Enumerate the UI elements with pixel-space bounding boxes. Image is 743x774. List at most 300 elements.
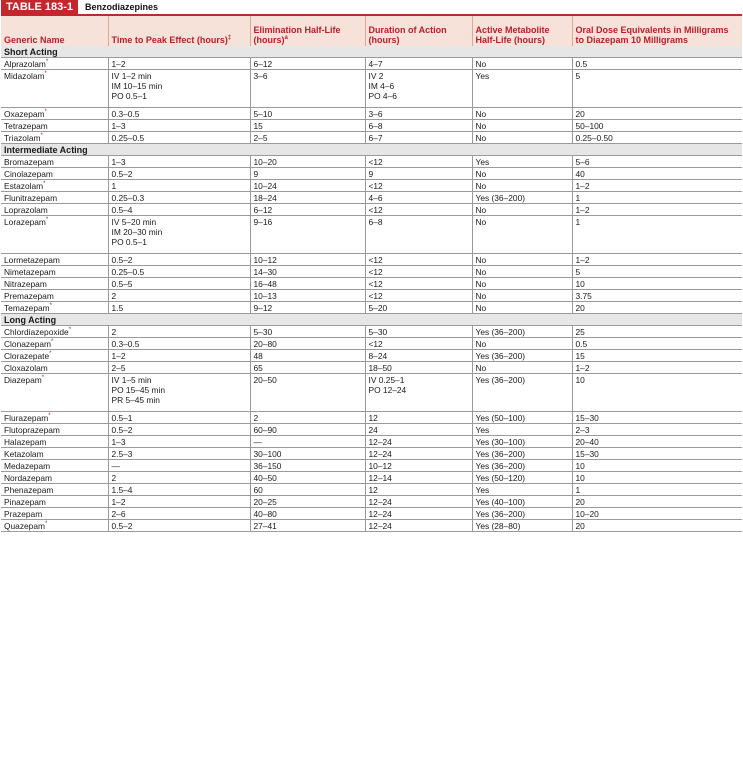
peak-time-cell	[108, 484, 250, 496]
drug-name-cell	[1, 108, 108, 120]
header-elimination-half-life: Elimination Half-Life (hours)$^a$	[250, 16, 365, 46]
peak-time-cell-line: 1–2	[111, 497, 126, 507]
table-caption: Benzodiazepines	[85, 2, 159, 12]
table-row	[1, 302, 742, 314]
dose-equivalent-cell: 1–2	[572, 254, 742, 266]
peak-time-cell	[108, 520, 250, 532]
duration-cell-line: 12–24	[368, 521, 392, 531]
peak-time-cell	[108, 254, 250, 266]
dose-equivalent-cell: 5	[572, 70, 742, 108]
drug-name-cell	[1, 338, 108, 350]
drug-name-cell	[1, 266, 108, 278]
peak-time-cell-line: 2	[111, 291, 117, 301]
dose-equivalent-cell: 15–30	[572, 448, 742, 460]
table-row	[1, 350, 742, 362]
duration-cell-line: 3–6	[368, 109, 383, 119]
drug-name: Cinolazepam	[4, 169, 53, 179]
peak-time-cell-line: IV 1–2 min	[111, 71, 152, 81]
peak-time-cell-line: IV 1–5 min	[111, 375, 152, 385]
drug-name: Cloxazolam	[4, 363, 48, 373]
drug-name: Estazolam	[4, 181, 44, 191]
peak-time-cell-line: 1–3	[111, 157, 126, 167]
table-row	[1, 120, 742, 132]
duration-cell-line: 8–24	[368, 351, 388, 361]
peak-time-cell-line: PO 0.5–1	[111, 91, 147, 101]
dose-equivalent-cell: 0.25–0.50	[572, 132, 742, 144]
peak-time-cell-line: 2	[111, 473, 117, 483]
dose-equivalent-cell: 0.5	[572, 338, 742, 350]
peak-time-cell-line: 0.25–0.5	[111, 133, 145, 143]
active-metabolite-cell: Yes (30–100)	[472, 436, 572, 448]
duration-cell-line: 18–50	[368, 363, 392, 373]
half-life-cell	[250, 180, 365, 192]
duration-cell	[365, 204, 472, 216]
header-oral-dose-equivalents: Oral Dose Equivalents in Milligrams to Diazepam 10 Milligrams	[572, 16, 742, 46]
drug-name: Nimetazepam	[4, 267, 56, 277]
table-row	[1, 484, 742, 496]
table-row	[1, 460, 742, 472]
half-life-cell	[250, 120, 365, 132]
peak-time-cell	[108, 350, 250, 362]
table-row	[1, 70, 742, 108]
peak-time-cell-line: 0.3–0.5	[111, 339, 140, 349]
peak-time-cell	[108, 448, 250, 460]
half-life-cell	[250, 168, 365, 180]
duration-cell-line: <12	[368, 279, 383, 289]
half-life-cell-line: 10–12	[253, 255, 277, 265]
drug-name-cell	[1, 302, 108, 314]
peak-time-cell-line: 0.5–2	[111, 169, 133, 179]
peak-time-cell	[108, 338, 250, 350]
footnote-mark: *	[49, 351, 52, 358]
duration-cell	[365, 132, 472, 144]
table-row	[1, 374, 742, 412]
peak-time-cell-line: 0.25–0.3	[111, 193, 145, 203]
duration-cell	[365, 326, 472, 338]
drug-name-cell	[1, 204, 108, 216]
peak-time-cell	[108, 326, 250, 338]
drug-name-cell	[1, 436, 108, 448]
dose-equivalent-cell: 5–6	[572, 156, 742, 168]
half-life-cell-line: 9–16	[253, 217, 273, 227]
dose-equivalent-cell: 20	[572, 108, 742, 120]
half-life-cell	[250, 508, 365, 520]
active-metabolite-cell: Yes	[472, 70, 572, 108]
half-life-cell-line: 20–80	[253, 339, 277, 349]
drug-name: Lormetazepam	[4, 255, 60, 265]
drug-name: Halazepam	[4, 437, 47, 447]
peak-time-cell-line: 1–3	[111, 121, 126, 131]
duration-cell-line: <12	[368, 267, 383, 277]
peak-time-cell-line: 2–5	[111, 363, 126, 373]
peak-time-cell-line: 1–3	[111, 437, 126, 447]
footnote-mark: *	[68, 327, 72, 334]
peak-time-cell-line: 0.25–0.5	[111, 267, 145, 277]
table-row	[1, 326, 742, 338]
dose-equivalent-cell: 3.75	[572, 290, 742, 302]
duration-cell	[365, 508, 472, 520]
duration-cell	[365, 484, 472, 496]
table-row	[1, 216, 742, 254]
footnote-mark: *	[41, 375, 45, 382]
dose-equivalent-cell: 20	[572, 520, 742, 532]
half-life-cell-line: 15	[253, 121, 263, 131]
dose-equivalent-cell: 1–2	[572, 204, 742, 216]
drug-name-cell	[1, 362, 108, 374]
dose-equivalent-cell: 1	[572, 484, 742, 496]
active-metabolite-cell: Yes (36–200)	[472, 192, 572, 204]
drug-name-cell	[1, 156, 108, 168]
duration-cell	[365, 254, 472, 266]
duration-cell-line: 12–14	[368, 473, 392, 483]
dose-equivalent-cell: 10	[572, 278, 742, 290]
half-life-cell	[250, 290, 365, 302]
active-metabolite-cell: Yes (36–200)	[472, 448, 572, 460]
peak-time-cell-line: 0.5–4	[111, 205, 133, 215]
peak-time-cell	[108, 70, 250, 108]
duration-cell-line: 12–24	[368, 509, 392, 519]
drug-name-cell	[1, 520, 108, 532]
peak-time-cell	[108, 424, 250, 436]
table-row	[1, 496, 742, 508]
half-life-cell-line: 14–30	[253, 267, 277, 277]
half-life-cell-line: 2–5	[253, 133, 268, 143]
half-life-cell	[250, 326, 365, 338]
half-life-cell	[250, 374, 365, 412]
duration-cell	[365, 192, 472, 204]
footnote-mark: *	[45, 217, 49, 224]
drug-name-cell	[1, 278, 108, 290]
group-row	[1, 314, 742, 326]
duration-cell-line: 12–24	[368, 449, 392, 459]
half-life-cell-line: 48	[253, 351, 263, 361]
half-life-cell-line: —	[253, 437, 262, 447]
footnote-mark: *	[45, 59, 49, 66]
drug-name-cell	[1, 192, 108, 204]
dose-equivalent-cell: 25	[572, 326, 742, 338]
dose-equivalent-cell: 20	[572, 496, 742, 508]
duration-cell	[365, 362, 472, 374]
duration-cell-line: <12	[368, 181, 383, 191]
duration-cell	[365, 180, 472, 192]
footnote-mark: *	[44, 521, 48, 528]
half-life-cell-line: 20–50	[253, 375, 277, 385]
dose-equivalent-cell: 15–30	[572, 412, 742, 424]
half-life-cell-line: 27–41	[253, 521, 277, 531]
half-life-cell	[250, 424, 365, 436]
duration-cell	[365, 290, 472, 302]
half-life-cell	[250, 448, 365, 460]
drug-name-cell	[1, 508, 108, 520]
group-row	[1, 144, 742, 156]
peak-time-cell	[108, 278, 250, 290]
active-metabolite-cell: No	[472, 58, 572, 70]
duration-cell-line: IM 4–6	[368, 81, 395, 91]
duration-cell-line: 12	[368, 413, 378, 423]
half-life-cell	[250, 132, 365, 144]
drug-name-cell	[1, 412, 108, 424]
header-time-to-peak: Time to Peak Effect (hours)‡	[108, 16, 250, 46]
peak-time-cell	[108, 120, 250, 132]
peak-time-cell	[108, 496, 250, 508]
active-metabolite-cell: No	[472, 120, 572, 132]
half-life-cell	[250, 496, 365, 508]
group-heading: Intermediate Acting	[1, 144, 742, 156]
half-life-cell	[250, 472, 365, 484]
drug-name: Bromazepam	[4, 157, 54, 167]
table-row	[1, 108, 742, 120]
dose-equivalent-cell: 1	[572, 192, 742, 204]
drug-name: Lorazepam	[4, 217, 46, 227]
duration-cell-line: IV 2	[368, 71, 384, 81]
duration-cell-line: 6–8	[368, 121, 383, 131]
peak-time-cell-line: 0.5–1	[111, 413, 133, 423]
active-metabolite-cell: No	[472, 168, 572, 180]
table-row	[1, 436, 742, 448]
drug-name-cell	[1, 326, 108, 338]
half-life-cell-line: 65	[253, 363, 263, 373]
active-metabolite-cell: Yes (50–120)	[472, 472, 572, 484]
half-life-cell-line: 10–13	[253, 291, 277, 301]
half-life-cell-line: 18–24	[253, 193, 277, 203]
footnote-mark: *	[49, 303, 52, 310]
active-metabolite-cell: No	[472, 180, 572, 192]
duration-cell-line: <12	[368, 339, 383, 349]
header-row	[1, 16, 742, 46]
duration-cell	[365, 472, 472, 484]
half-life-cell-line: 20–25	[253, 497, 277, 507]
peak-time-cell	[108, 192, 250, 204]
dose-equivalent-cell: 10–20	[572, 508, 742, 520]
half-life-cell	[250, 362, 365, 374]
duration-cell	[365, 412, 472, 424]
peak-time-cell-line: PR 5–45 min	[111, 395, 160, 405]
drug-name: Diazepam	[4, 375, 42, 385]
peak-time-cell	[108, 412, 250, 424]
duration-cell-line: <12	[368, 205, 383, 215]
active-metabolite-cell: No	[472, 254, 572, 266]
peak-time-cell-line: 1.5–4	[111, 485, 133, 495]
peak-time-cell-line: IV 5–20 min	[111, 217, 157, 227]
duration-cell	[365, 108, 472, 120]
active-metabolite-cell: Yes (50–100)	[472, 412, 572, 424]
peak-time-cell-line: 1–2	[111, 59, 126, 69]
duration-cell-line: <12	[368, 255, 383, 265]
active-metabolite-cell: Yes (36–200)	[472, 326, 572, 338]
active-metabolite-cell: No	[472, 290, 572, 302]
active-metabolite-cell: Yes (36–200)	[472, 350, 572, 362]
dose-equivalent-cell: 40	[572, 168, 742, 180]
dose-equivalent-cell: 1	[572, 216, 742, 254]
half-life-cell	[250, 484, 365, 496]
duration-cell	[365, 70, 472, 108]
peak-time-cell	[108, 204, 250, 216]
drug-name-cell	[1, 374, 108, 412]
peak-time-cell-line: 2.5–3	[111, 449, 133, 459]
half-life-cell	[250, 254, 365, 266]
drug-name: Flutoprazepam	[4, 425, 60, 435]
table-row	[1, 132, 742, 144]
peak-time-cell	[108, 302, 250, 314]
half-life-cell	[250, 266, 365, 278]
footnote-mark: *	[48, 413, 51, 420]
peak-time-cell	[108, 266, 250, 278]
drug-name-cell	[1, 254, 108, 266]
half-life-cell	[250, 108, 365, 120]
drug-name: Nitrazepam	[4, 279, 47, 289]
peak-time-cell	[108, 180, 250, 192]
active-metabolite-cell: Yes	[472, 424, 572, 436]
half-life-cell-line: 5–30	[253, 327, 273, 337]
peak-time-cell	[108, 168, 250, 180]
active-metabolite-cell: No	[472, 362, 572, 374]
drug-name-cell	[1, 472, 108, 484]
half-life-cell	[250, 156, 365, 168]
peak-time-cell-line: 0.5–2	[111, 521, 133, 531]
peak-time-cell	[108, 156, 250, 168]
drug-name-cell	[1, 424, 108, 436]
peak-time-cell-line: IM 10–15 min	[111, 81, 163, 91]
half-life-cell-line: 40–50	[253, 473, 277, 483]
footnote-mark: *	[44, 71, 47, 78]
half-life-cell-line: 36–150	[253, 461, 282, 471]
footnote-mark: *	[40, 133, 43, 140]
peak-time-cell	[108, 472, 250, 484]
drug-name-cell	[1, 448, 108, 460]
dose-equivalent-cell: 1–2	[572, 362, 742, 374]
half-life-cell	[250, 350, 365, 362]
drug-name: Clonazepam	[4, 339, 52, 349]
half-life-cell-line: 30–100	[253, 449, 282, 459]
drug-name: Flurazepam	[4, 413, 49, 423]
duration-cell	[365, 216, 472, 254]
duration-cell-line: 6–8	[368, 217, 383, 227]
active-metabolite-cell: No	[472, 302, 572, 314]
drug-name: Clorazepate	[4, 351, 50, 361]
drug-name-cell	[1, 290, 108, 302]
table-row	[1, 520, 742, 532]
drug-name: Midazolam	[4, 71, 45, 81]
peak-time-cell-line: 2–6	[111, 509, 126, 519]
peak-time-cell-line: PO 15–45 min	[111, 385, 166, 395]
duration-cell-line: 6–7	[368, 133, 383, 143]
table-row	[1, 266, 742, 278]
drug-name: Flunitrazepam	[4, 193, 58, 203]
half-life-cell-line: 10–24	[253, 181, 277, 191]
table-row	[1, 192, 742, 204]
group-heading: Long Acting	[1, 314, 742, 326]
active-metabolite-cell: No	[472, 216, 572, 254]
table-row	[1, 472, 742, 484]
half-life-cell-line: 9	[253, 169, 259, 179]
active-metabolite-cell: Yes (36–200)	[472, 460, 572, 472]
half-life-cell	[250, 302, 365, 314]
drug-name: Prazepam	[4, 509, 43, 519]
duration-cell-line: 5–30	[368, 327, 388, 337]
half-life-cell	[250, 58, 365, 70]
table-row	[1, 508, 742, 520]
table-row	[1, 338, 742, 350]
peak-time-cell	[108, 290, 250, 302]
peak-time-cell-line: 1	[111, 181, 117, 191]
peak-time-cell-line: PO 0.5–1	[111, 237, 147, 247]
active-metabolite-cell: Yes	[472, 156, 572, 168]
drug-name-cell	[1, 180, 108, 192]
group-heading: Short Acting	[1, 46, 742, 58]
drug-name: Triazolam	[4, 133, 41, 143]
duration-cell-line: 12–24	[368, 437, 392, 447]
peak-time-cell	[108, 362, 250, 374]
duration-cell-line: 10–12	[368, 461, 392, 471]
duration-cell-line: 4–7	[368, 59, 383, 69]
dose-equivalent-cell: 20	[572, 302, 742, 314]
dose-equivalent-cell: 10	[572, 472, 742, 484]
half-life-cell-line: 6–12	[253, 59, 273, 69]
half-life-cell-line: 5–10	[253, 109, 273, 119]
drug-name: Chlordiazepoxide	[4, 327, 69, 337]
drug-name-cell	[1, 484, 108, 496]
duration-cell	[365, 350, 472, 362]
drug-name: Temazepam	[4, 303, 50, 313]
duration-cell	[365, 58, 472, 70]
dose-equivalent-cell: 10	[572, 460, 742, 472]
peak-time-cell-line: 2	[111, 327, 117, 337]
drug-name: Nordazepam	[4, 473, 52, 483]
duration-cell	[365, 338, 472, 350]
drug-name: Loprazolam	[4, 205, 48, 215]
drug-name: Phenazepam	[4, 485, 54, 495]
half-life-cell-line: 16–48	[253, 279, 277, 289]
dose-equivalent-cell: 15	[572, 350, 742, 362]
peak-time-cell-line: 0.5–2	[111, 255, 133, 265]
peak-time-cell-line: 0.3–0.5	[111, 109, 140, 119]
active-metabolite-cell: No	[472, 108, 572, 120]
half-life-cell-line: 40–80	[253, 509, 277, 519]
group-row	[1, 46, 742, 58]
table-row	[1, 254, 742, 266]
duration-cell-line: 9	[368, 169, 374, 179]
duration-cell	[365, 374, 472, 412]
active-metabolite-cell: No	[472, 278, 572, 290]
peak-time-cell	[108, 108, 250, 120]
duration-cell-line: 12–24	[368, 497, 392, 507]
table-row	[1, 168, 742, 180]
duration-cell-line: 5–20	[368, 303, 388, 313]
half-life-cell	[250, 216, 365, 254]
half-life-cell	[250, 460, 365, 472]
half-life-cell-line: 3–6	[253, 71, 268, 81]
benzodiazepine-table	[1, 16, 742, 532]
peak-time-cell	[108, 436, 250, 448]
duration-cell-line: 12	[368, 485, 378, 495]
peak-time-cell	[108, 132, 250, 144]
table-row	[1, 278, 742, 290]
drug-name-cell	[1, 460, 108, 472]
drug-name: Pinazepam	[4, 497, 46, 507]
active-metabolite-cell: No	[472, 266, 572, 278]
drug-name-cell	[1, 58, 108, 70]
half-life-cell	[250, 412, 365, 424]
footnote-mark: *	[44, 109, 47, 116]
table-row	[1, 362, 742, 374]
peak-time-cell-line: 0.5–2	[111, 425, 133, 435]
duration-cell-line: PO 12–24	[368, 385, 407, 395]
duration-cell	[365, 302, 472, 314]
duration-cell	[365, 520, 472, 532]
half-life-cell-line: 60	[253, 485, 263, 495]
table-row	[1, 180, 742, 192]
half-life-cell	[250, 204, 365, 216]
